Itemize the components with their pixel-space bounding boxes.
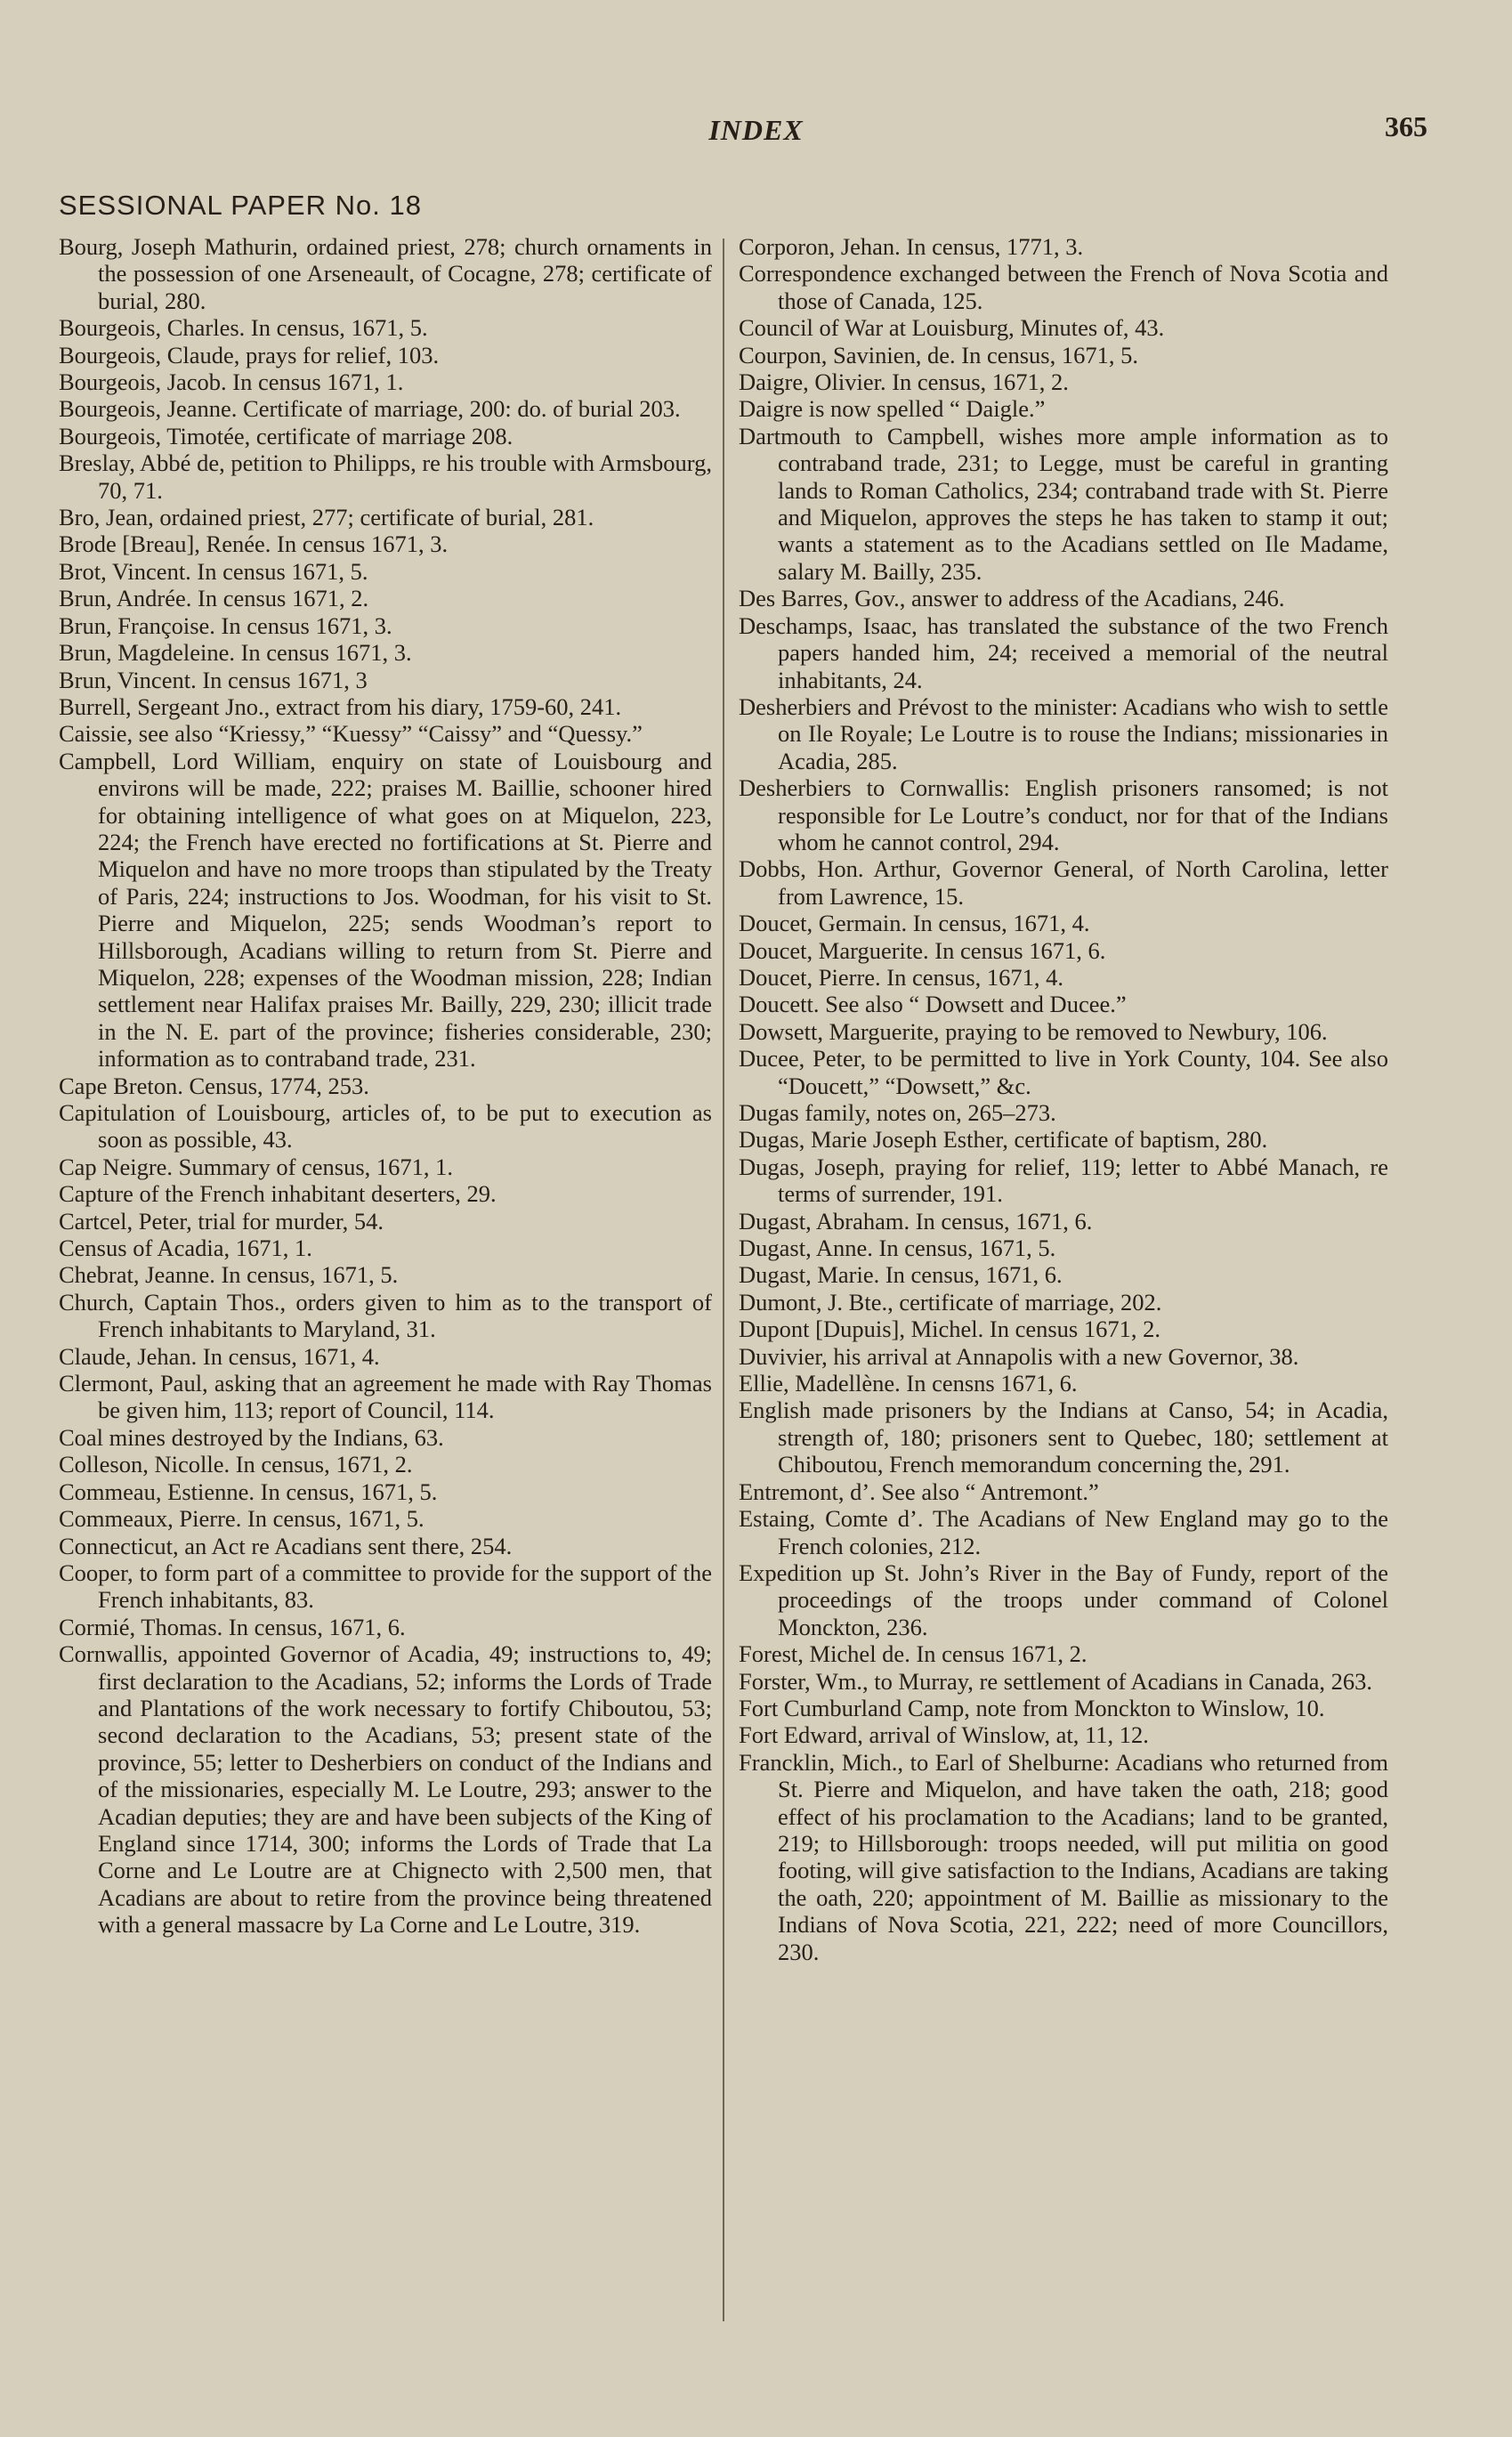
index-entry: Doucett. See also “ Dowsett and Ducee.” bbox=[739, 991, 1127, 1018]
index-entry: Coal mines destroyed by the Indians, 63. bbox=[59, 1423, 444, 1451]
index-entry: Desherbiers to Cornwallis: English prisoners ransomed; is not responsible for Le Loutre’s conduct, nor for that of the Indians whom he cannot control, 294. bbox=[739, 774, 1388, 855]
index-entry: Claude, Jehan. In census, 1671, 4. bbox=[59, 1342, 380, 1370]
section-heading: SESSIONAL PAPER No. 18 bbox=[59, 190, 422, 221]
index-entry: Doucet, Pierre. In census, 1671, 4. bbox=[739, 963, 1064, 991]
index-entry: Bourgeois, Claude, prays for relief, 103. bbox=[59, 341, 440, 368]
page-number: 365 bbox=[1385, 110, 1427, 142]
index-entry: Cartcel, Peter, trial for murder, 54. bbox=[59, 1207, 384, 1235]
index-entry: Fort Cumburland Camp, note from Monckton to Winslow, 10. bbox=[739, 1694, 1325, 1721]
index-entry: Council of War at Louisburg, Minutes of, 43. bbox=[739, 314, 1165, 342]
index-entry: Des Barres, Gov., answer to address of the Acadians, 246. bbox=[739, 585, 1285, 612]
index-entry: Cormié, Thomas. In census, 1671, 6. bbox=[59, 1613, 406, 1640]
index-entry: Cornwallis, appointed Governor of Acadia, 49; instructions to, 49; first declaration to the Acadians, 52; informs the Lords of Trade and Plantations of the work necessary to fortify Chiboutou, 53; second declaration to the Acadians, 53; present state of the province, 55; letter to Desherbiers on conduct of the Indians and of the missionaries, especially M. Le Loutre, 293; answer to the Acadian deputies; they are and have been subjects of the King of England since 1714, 300; informs the Lords of Trade that La Corne and Le Loutre are at Chignecto with 2,500 men, that Acadians are about to retire from the province being threatened with a general massacre by La Corne and Le Loutre, 319. bbox=[59, 1640, 712, 1939]
index-entry: Bourgeois, Jacob. In census 1671, 1. bbox=[59, 368, 404, 396]
index-entry: Corporon, Jehan. In census, 1771, 3. bbox=[739, 233, 1084, 260]
index-entry: Dugast, Abraham. In census, 1671, 6. bbox=[739, 1207, 1093, 1235]
index-entry: Burrell, Sergeant Jno., extract from his diary, 1759-60, 241. bbox=[59, 692, 622, 720]
index-entry: Connecticut, an Act re Acadians sent there, 254. bbox=[59, 1532, 513, 1559]
index-entry: Daigre is now spelled “ Daigle.” bbox=[739, 395, 1046, 423]
index-entry: English made prisoners by the Indians at Canso, 54; in Acadia, strength of, 180; prisoners sent to Quebec, 180; settlement at Chiboutou, French memorandum concerning the, 291. bbox=[739, 1397, 1388, 1478]
index-entry: Dartmouth to Campbell, wishes more ample information as to contraband trade, 231; to Legge, must be careful in granting lands to Roman Catholics, 234; contraband trade with St. Pierre and Miquelon, approves the steps he has taken to stamp it out; wants a statement as to the Acadians settled on Ile Madame, salary M. Bailly, 235. bbox=[739, 422, 1388, 585]
index-entry: Commeaux, Pierre. In census, 1671, 5. bbox=[59, 1505, 424, 1533]
index-entry: Cape Breton. Census, 1774, 253. bbox=[59, 1072, 369, 1099]
index-entry: Dugas family, notes on, 265–273. bbox=[739, 1099, 1056, 1126]
index-entry: Campbell, Lord William, enquiry on state of Louisbourg and environs will be made, 222; praises M. Baillie, schooner hired for obtaining intelligence of what goes on at Miquelon, 223, 224; the French have erected no fortifications at St. Pierre and Miquelon and have no more troops than stipulated by the Treaty of Paris, 224; instructions to Jos. Woodman, for his visit to St. Pierre and Miquelon, 225; sends Woodman’s report to Hillsborough, Acadians willing to return from St. Pierre and Miquelon, 228; expenses of the Woodman mission, 228; Indian settlement near Halifax praises Mr. Bailly, 229, 230; illicit trade in the N. E. part of the province; fisheries considerable, 230; information as to contraband trade, 231. bbox=[59, 747, 712, 1073]
index-entry: Brode [Breau], Renée. In census 1671, 3. bbox=[59, 530, 449, 558]
index-entry: Colleson, Nicolle. In census, 1671, 2. bbox=[59, 1451, 413, 1478]
index-entry: Dugast, Marie. In census, 1671, 6. bbox=[739, 1261, 1063, 1289]
index-entry: Brot, Vincent. In census 1671, 5. bbox=[59, 557, 368, 585]
index-entry: Chebrat, Jeanne. In census, 1671, 5. bbox=[59, 1261, 399, 1289]
index-entry: Dumont, J. Bte., certificate of marriage, 202. bbox=[739, 1288, 1162, 1316]
running-title: INDEX bbox=[708, 114, 804, 146]
index-entry: Dobbs, Hon. Arthur, Governor General, of North Carolina, letter from Lawrence, 15. bbox=[739, 855, 1388, 910]
index-entry: Desherbiers and Prévost to the minister: Acadians who wish to settle on Ile Royale; Le Loutre is to rouse the Indians; missionaries in Acadia, 285. bbox=[739, 692, 1388, 774]
index-entry: Dugast, Anne. In census, 1671, 5. bbox=[739, 1235, 1056, 1262]
index-entry: Census of Acadia, 1671, 1. bbox=[59, 1235, 312, 1262]
index-entry: Bourgeois, Jeanne. Certificate of marriage, 200: do. of burial 203. bbox=[59, 395, 681, 423]
index-entry: Ducee, Peter, to be permitted to live in York County, 104. See also “Doucett,” “Dowsett,” &c. bbox=[739, 1045, 1388, 1099]
index-entry: Bourg, Joseph Mathurin, ordained priest, 278; church ornaments in the possession of one Arseneault, of Cocagne, 278; certificate of burial, 280. bbox=[59, 233, 712, 314]
index-entry: Courpon, Savinien, de. In census, 1671, 5. bbox=[739, 341, 1138, 368]
index-entry: Dugas, Joseph, praying for relief, 119; letter to Abbé Manach, re terms of surrender, 191. bbox=[739, 1153, 1388, 1208]
index-entry: Brun, Vincent. In census 1671, 3 bbox=[59, 666, 368, 693]
right-column bbox=[739, 233, 1388, 1965]
index-entry: Correspondence exchanged between the French of Nova Scotia and those of Canada, 125. bbox=[739, 260, 1388, 314]
index-entry: Breslay, Abbé de, petition to Philipps, re his trouble with Armsbourg, 70, 71. bbox=[59, 449, 712, 504]
index-entry: Dupont [Dupuis], Michel. In census 1671, 2. bbox=[739, 1316, 1160, 1343]
index-entry: Entremont, d’. See also “ Antremont.” bbox=[739, 1478, 1099, 1505]
index-entry: Clermont, Paul, asking that an agreement he made with Ray Thomas be given him, 113; report of Council, 114. bbox=[59, 1370, 712, 1424]
index-entry: Francklin, Mich., to Earl of Shelburne: Acadians who returned from St. Pierre and Miquelon, and have taken the oath, 218; good effect of his proclamation to the Acadians; land to be granted, 219; to Hillsborough: troops needed, will put militia on good footing, will give satisfaction to the Indians, Acadians are taking the oath, 220; appointment of M. Baillie as missionary to the Indians of Nova Scotia, 221, 222; need of more Councillors, 230. bbox=[739, 1748, 1388, 1965]
index-entry: Deschamps, Isaac, has translated the substance of the two French papers handed him, 24; received a memorial of the neutral inhabitants, 24. bbox=[739, 611, 1388, 693]
index-entry: Daigre, Olivier. In census, 1671, 2. bbox=[739, 368, 1069, 396]
index-entry: Brun, Andrée. In census 1671, 2. bbox=[59, 585, 369, 612]
index-entry: Cooper, to form part of a committee to provide for the support of the French inhabitants, 83. bbox=[59, 1559, 712, 1614]
left-column bbox=[59, 233, 712, 1939]
index-entry: Church, Captain Thos., orders given to him as to the transport of French inhabitants to Maryland, 31. bbox=[59, 1288, 712, 1343]
index-entry: Capture of the French inhabitant deserters, 29. bbox=[59, 1180, 497, 1208]
index-entry: Dugas, Marie Joseph Esther, certificate of baptism, 280. bbox=[739, 1126, 1268, 1154]
index-entry: Bro, Jean, ordained priest, 277; certificate of burial, 281. bbox=[59, 504, 594, 531]
index-entry: Brun, Françoise. In census 1671, 3. bbox=[59, 611, 392, 639]
index-entry: Forest, Michel de. In census 1671, 2. bbox=[739, 1640, 1088, 1668]
index-entry: Doucet, Marguerite. In census 1671, 6. bbox=[739, 936, 1106, 964]
column-divider bbox=[723, 239, 724, 2321]
index-entry: Caissie, see also “Kriessy,” “Kuessy” “Caissy” and “Quessy.” bbox=[59, 720, 643, 748]
index-entry: Bourgeois, Timotée, certificate of marriage 208. bbox=[59, 422, 513, 449]
index-entry: Ellie, Madellène. In censns 1671, 6. bbox=[739, 1370, 1078, 1397]
index-entry: Brun, Magdeleine. In census 1671, 3. bbox=[59, 639, 412, 667]
index-entry: Cap Neigre. Summary of census, 1671, 1. bbox=[59, 1153, 454, 1180]
index-entry: Commeau, Estienne. In census, 1671, 5. bbox=[59, 1478, 438, 1505]
index-entry: Fort Edward, arrival of Winslow, at, 11, 12. bbox=[739, 1721, 1149, 1749]
index-entry: Bourgeois, Charles. In census, 1671, 5. bbox=[59, 314, 428, 342]
index-entry: Doucet, Germain. In census, 1671, 4. bbox=[739, 910, 1090, 937]
index-entry: Forster, Wm., to Murray, re settlement of Acadians in Canada, 263. bbox=[739, 1667, 1373, 1695]
index-entry: Duvivier, his arrival at Annapolis with a new Governor, 38. bbox=[739, 1342, 1299, 1370]
index-entry: Capitulation of Louisbourg, articles of, to be put to execution as soon as possible, 43. bbox=[59, 1099, 712, 1154]
index-entry: Expedition up St. John’s River in the Bay of Fundy, report of the proceedings of the troops under command of Colonel Monckton, 236. bbox=[739, 1559, 1388, 1640]
index-entry: Estaing, Comte d’. The Acadians of New England may go to the French colonies, 212. bbox=[739, 1505, 1388, 1559]
index-entry: Dowsett, Marguerite, praying to be removed to Newbury, 106. bbox=[739, 1017, 1328, 1045]
